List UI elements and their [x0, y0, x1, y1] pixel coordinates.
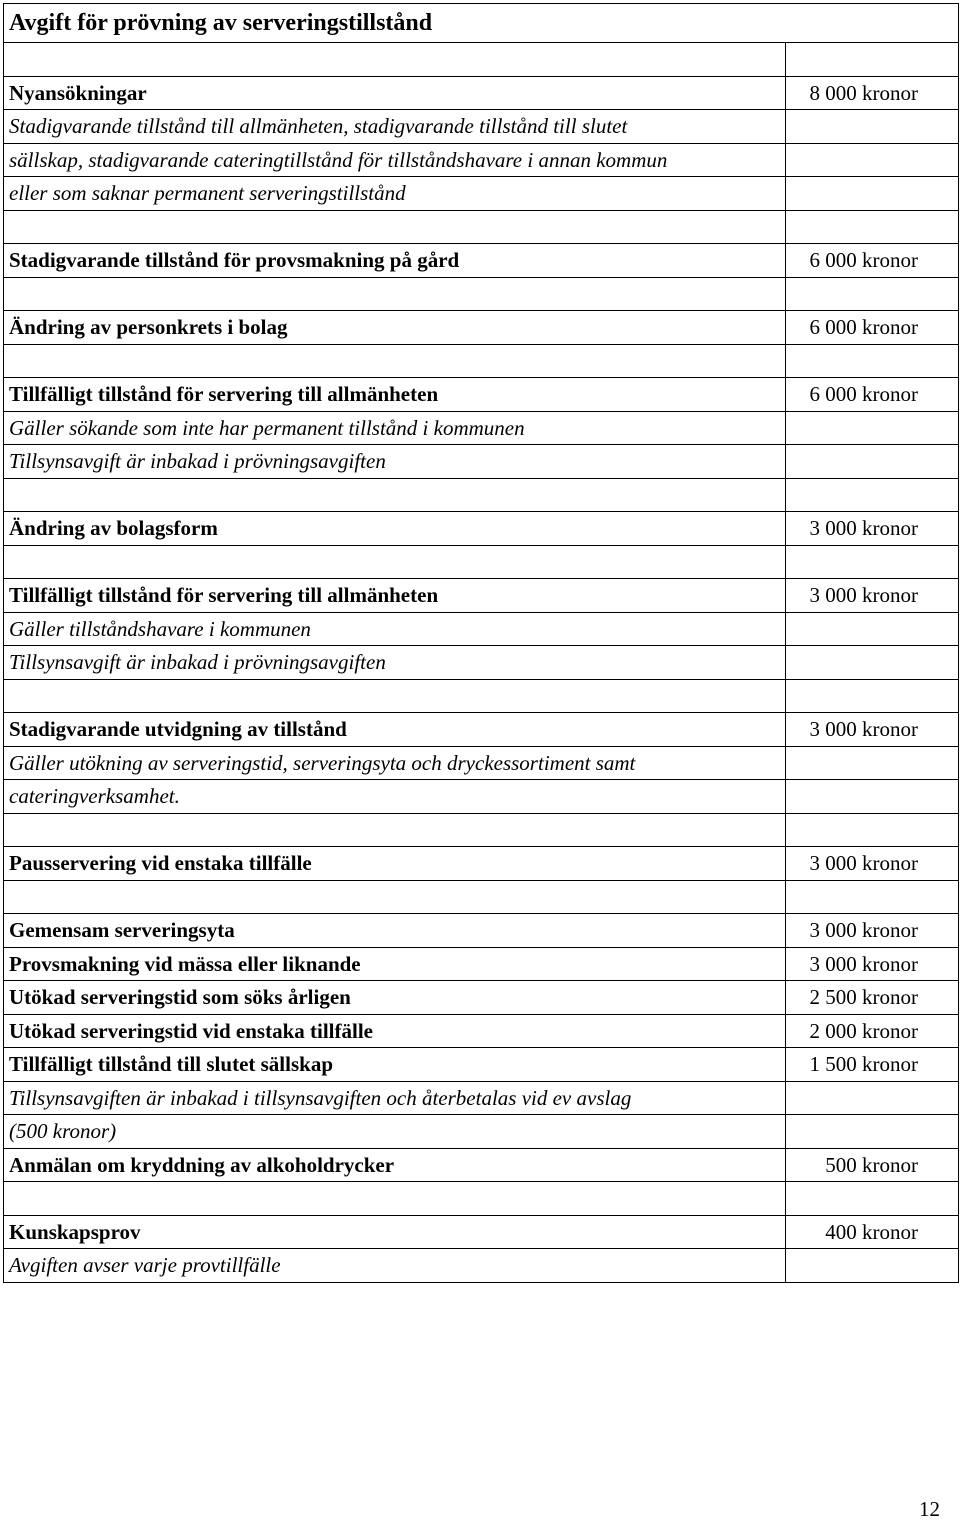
fee-label: Gemensam serveringsyta	[4, 914, 786, 948]
blank-cell	[786, 1182, 959, 1216]
fee-row	[4, 1215, 959, 1249]
fee-amount: 3 000 kronor	[786, 847, 959, 881]
fee-table	[3, 3, 959, 1283]
blank-cell	[786, 679, 959, 713]
blank-cell	[4, 344, 786, 378]
blank-cell	[786, 1115, 959, 1149]
fee-note: eller som saknar permanent serveringstillstånd	[4, 177, 786, 211]
blank-cell	[786, 478, 959, 512]
fee-note: sällskap, stadigvarande cateringtillstånd för tillståndshavare i annan kommun	[4, 143, 786, 177]
blank-cell	[786, 344, 959, 378]
fee-note: Avgiften avser varje provtillfälle	[4, 1249, 786, 1283]
blank-cell	[4, 478, 786, 512]
fee-row	[4, 378, 959, 412]
blank-row	[4, 277, 959, 311]
fee-note: Tillsynsavgiften är inbakad i tillsynsavgiften och återbetalas vid ev avslag	[4, 1081, 786, 1115]
fee-note: Stadigvarande tillstånd till allmänheten, stadigvarande tillstånd till slutet	[4, 110, 786, 144]
note-row	[4, 177, 959, 211]
fee-row	[4, 947, 959, 981]
note-row	[4, 746, 959, 780]
fee-label: Utökad serveringstid vid enstaka tillfälle	[4, 1014, 786, 1048]
fee-label: Anmälan om kryddning av alkoholdrycker	[4, 1148, 786, 1182]
blank-cell	[786, 1249, 959, 1283]
blank-cell	[786, 143, 959, 177]
fee-row	[4, 981, 959, 1015]
blank-cell	[4, 210, 786, 244]
blank-cell	[786, 545, 959, 579]
note-row	[4, 1115, 959, 1149]
blank-cell	[786, 780, 959, 814]
blank-cell	[4, 880, 786, 914]
blank-cell	[786, 110, 959, 144]
fee-amount: 6 000 kronor	[786, 311, 959, 345]
fee-amount: 6 000 kronor	[786, 244, 959, 278]
blank-row	[4, 813, 959, 847]
note-row	[4, 1081, 959, 1115]
page-number: 12	[919, 1497, 940, 1521]
fee-note: Gäller utökning av serveringstid, serveringsyta och dryckessortiment samt	[4, 746, 786, 780]
fee-amount: 3 000 kronor	[786, 713, 959, 747]
blank-cell	[4, 679, 786, 713]
blank-row	[4, 344, 959, 378]
fee-row	[4, 713, 959, 747]
fee-amount: 3 000 kronor	[786, 947, 959, 981]
fee-label: Tillfälligt tillstånd för servering till allmänheten	[4, 579, 786, 613]
fee-label: Nyansökningar	[4, 76, 786, 110]
fee-row	[4, 311, 959, 345]
fee-row	[4, 1048, 959, 1082]
note-row	[4, 110, 959, 144]
blank-cell	[786, 277, 959, 311]
blank-row	[4, 43, 959, 77]
note-row	[4, 411, 959, 445]
fee-amount: 1 500 kronor	[786, 1048, 959, 1082]
blank-cell	[786, 43, 959, 77]
fee-amount: 2 500 kronor	[786, 981, 959, 1015]
fee-label: Pausservering vid enstaka tillfälle	[4, 847, 786, 881]
fee-label: Utökad serveringstid som söks årligen	[4, 981, 786, 1015]
fee-note: Gäller tillståndshavare i kommunen	[4, 612, 786, 646]
note-row	[4, 1249, 959, 1283]
fee-note: Tillsynsavgift är inbakad i prövningsavgiften	[4, 445, 786, 479]
note-row	[4, 612, 959, 646]
blank-cell	[4, 1182, 786, 1216]
blank-row	[4, 545, 959, 579]
blank-cell	[786, 177, 959, 211]
blank-cell	[786, 646, 959, 680]
note-row	[4, 646, 959, 680]
fee-note: cateringverksamhet.	[4, 780, 786, 814]
fee-label: Tillfälligt tillstånd till slutet sällskap	[4, 1048, 786, 1082]
fee-row	[4, 244, 959, 278]
fee-row	[4, 1148, 959, 1182]
fee-label: Kunskapsprov	[4, 1215, 786, 1249]
blank-row	[4, 880, 959, 914]
blank-cell	[786, 880, 959, 914]
blank-row	[4, 478, 959, 512]
blank-cell	[786, 1081, 959, 1115]
title-row	[4, 4, 959, 43]
fee-amount: 3 000 kronor	[786, 512, 959, 546]
blank-cell	[4, 813, 786, 847]
fee-row	[4, 1014, 959, 1048]
note-row	[4, 143, 959, 177]
fee-table-body	[4, 4, 959, 1283]
page-title: Avgift för prövning av serveringstillstånd	[4, 4, 959, 43]
note-row	[4, 445, 959, 479]
blank-cell	[786, 612, 959, 646]
fee-amount: 3 000 kronor	[786, 914, 959, 948]
fee-amount: 500 kronor	[786, 1148, 959, 1182]
fee-note: Gäller sökande som inte har permanent tillstånd i kommunen	[4, 411, 786, 445]
fee-label: Ändring av bolagsform	[4, 512, 786, 546]
blank-cell	[786, 746, 959, 780]
fee-row	[4, 847, 959, 881]
fee-amount: 8 000 kronor	[786, 76, 959, 110]
fee-note: (500 kronor)	[4, 1115, 786, 1149]
blank-cell	[786, 813, 959, 847]
fee-row	[4, 76, 959, 110]
blank-cell	[4, 43, 786, 77]
note-row	[4, 780, 959, 814]
blank-row	[4, 1182, 959, 1216]
fee-row	[4, 914, 959, 948]
fee-row	[4, 512, 959, 546]
blank-row	[4, 210, 959, 244]
fee-label: Stadigvarande tillstånd för provsmakning på gård	[4, 244, 786, 278]
fee-amount: 2 000 kronor	[786, 1014, 959, 1048]
fee-row	[4, 579, 959, 613]
blank-row	[4, 679, 959, 713]
blank-cell	[786, 411, 959, 445]
blank-cell	[4, 545, 786, 579]
blank-cell	[786, 210, 959, 244]
fee-amount: 400 kronor	[786, 1215, 959, 1249]
blank-cell	[786, 445, 959, 479]
fee-label: Stadigvarande utvidgning av tillstånd	[4, 713, 786, 747]
fee-amount: 6 000 kronor	[786, 378, 959, 412]
fee-note: Tillsynsavgift är inbakad i prövningsavgiften	[4, 646, 786, 680]
fee-label: Tillfälligt tillstånd för servering till allmänheten	[4, 378, 786, 412]
fee-label: Provsmakning vid mässa eller liknande	[4, 947, 786, 981]
fee-amount: 3 000 kronor	[786, 579, 959, 613]
blank-cell	[4, 277, 786, 311]
fee-label: Ändring av personkrets i bolag	[4, 311, 786, 345]
